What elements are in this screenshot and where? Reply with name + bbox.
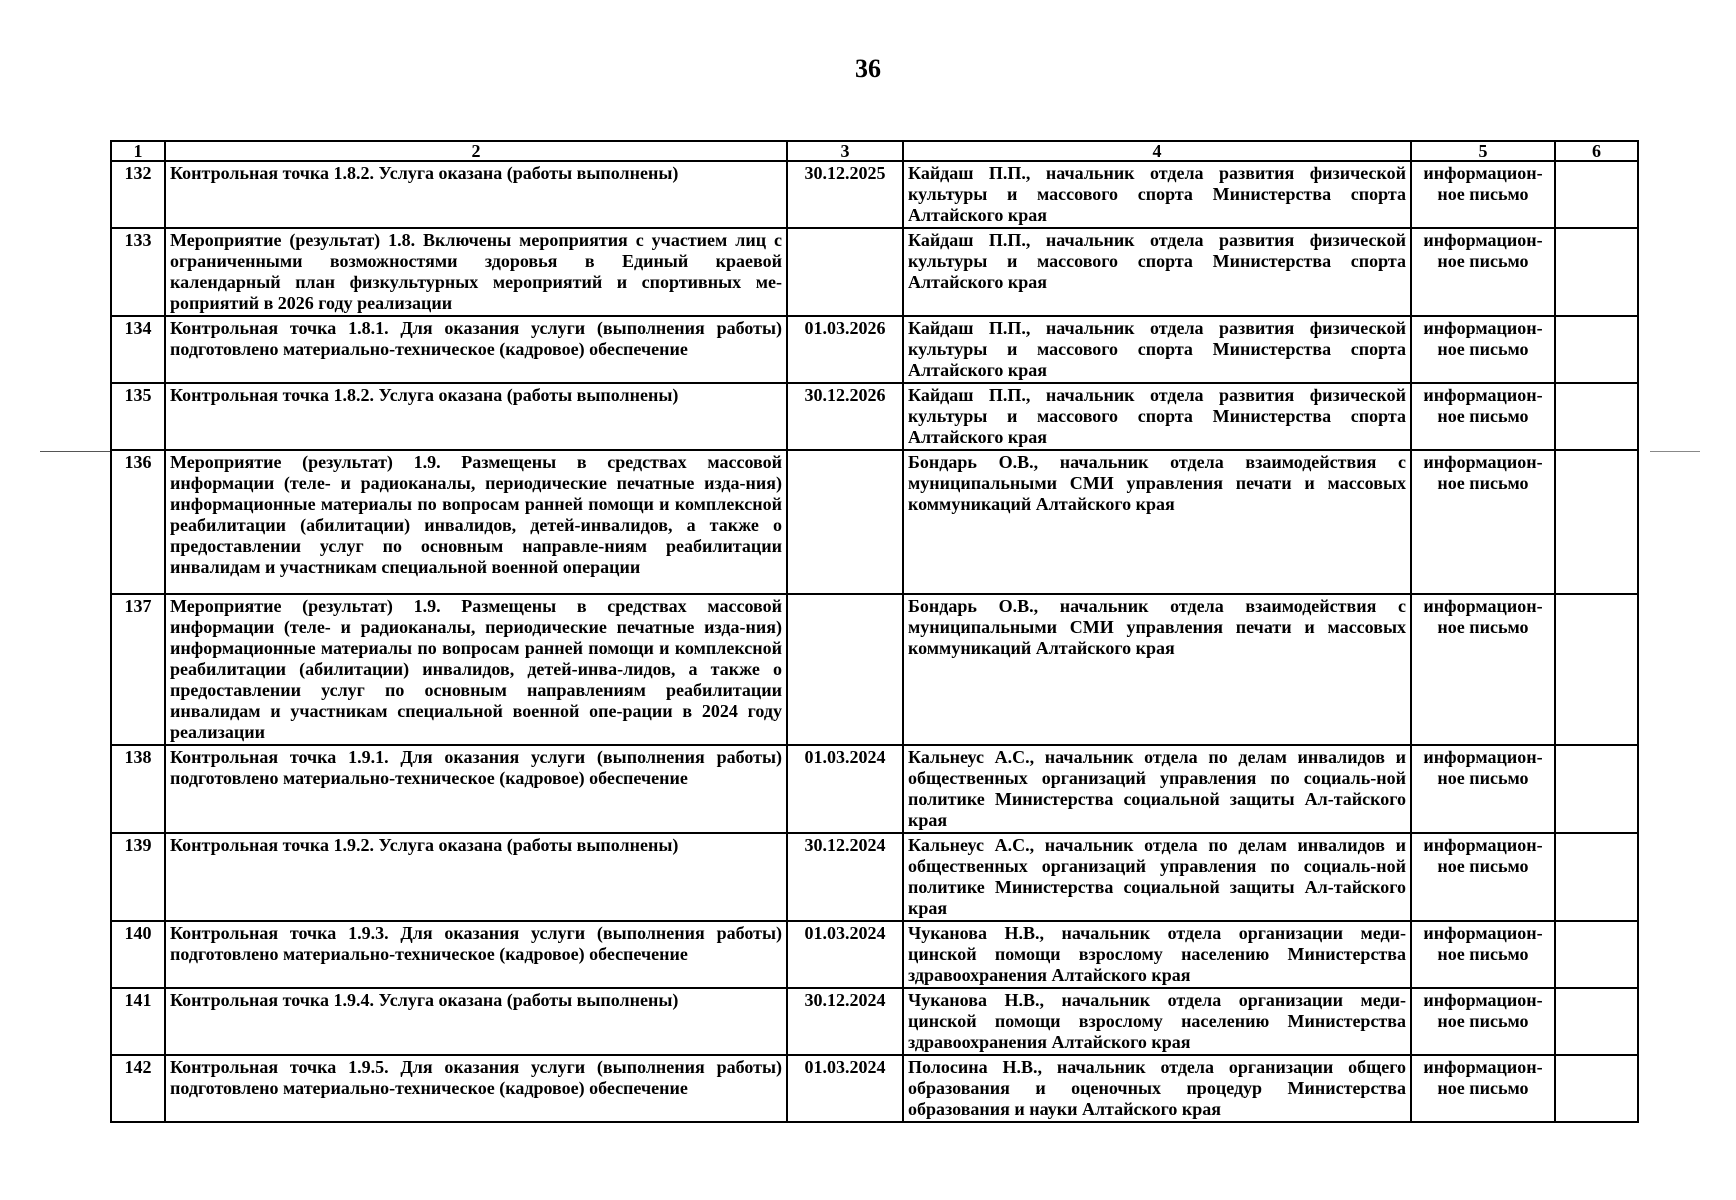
table-row bbox=[111, 1055, 1638, 1122]
column-number-header-row bbox=[111, 141, 1638, 161]
row-number: 141 bbox=[111, 988, 165, 1055]
row-number: 142 bbox=[111, 1055, 165, 1122]
row-activity: Контрольная точка 1.9.4. Услуга оказана (работы выполнены) bbox=[165, 988, 787, 1055]
row-responsible: Бондарь О.В., начальник отдела взаимодействия с муниципальными СМИ управления печати и массовых коммуникаций Алтайского края bbox=[903, 450, 1411, 594]
row-activity: Мероприятие (результат) 1.9. Размещены в средствах массовой информации (теле- и радиоканалы, периодические печатные изда-ния) информационные материалы по вопросам ранней помощи и комплексной реабилитации (абилитации) инвалидов, детей-инва-лидов, а также о предоставлении услуг по основным направлениям реабилитации инвалидам и участникам специальной военной опе-рации в 2024 году реализации bbox=[165, 594, 787, 745]
row-responsible: Кальнеус А.С., начальник отдела по делам инвалидов и общественных организаций управления по социаль-ной политике Министерства социальной защиты Ал-тайского края bbox=[903, 745, 1411, 833]
row-document-type: информацион-ное письмо bbox=[1411, 228, 1555, 316]
row-col6 bbox=[1555, 228, 1638, 316]
row-document-type: информацион-ное письмо bbox=[1411, 1055, 1555, 1122]
table-row bbox=[111, 228, 1638, 316]
row-responsible: Бондарь О.В., начальник отдела взаимодействия с муниципальными СМИ управления печати и массовых коммуникаций Алтайского края bbox=[903, 594, 1411, 745]
row-document-type: информацион-ное письмо bbox=[1411, 745, 1555, 833]
row-number: 137 bbox=[111, 594, 165, 745]
table-row bbox=[111, 988, 1638, 1055]
row-date: 01.03.2024 bbox=[787, 921, 903, 988]
row-responsible: Чуканова Н.В., начальник отдела организации меди-цинской помощи взрослому населению Министерства здравоохранения Алтайского края bbox=[903, 921, 1411, 988]
row-col6 bbox=[1555, 316, 1638, 383]
row-date bbox=[787, 594, 903, 745]
column-header: 6 bbox=[1555, 141, 1638, 161]
column-header: 3 bbox=[787, 141, 903, 161]
row-activity: Контрольная точка 1.9.2. Услуга оказана (работы выполнены) bbox=[165, 833, 787, 921]
scan-artifact-line bbox=[1650, 451, 1700, 452]
scan-artifact-line bbox=[40, 451, 112, 452]
row-document-type: информацион-ное письмо bbox=[1411, 450, 1555, 594]
row-date: 30.12.2026 bbox=[787, 383, 903, 450]
table-row bbox=[111, 161, 1638, 228]
row-date: 30.12.2024 bbox=[787, 833, 903, 921]
table-row bbox=[111, 921, 1638, 988]
row-document-type: информацион-ное письмо bbox=[1411, 316, 1555, 383]
table-row bbox=[111, 594, 1638, 745]
row-activity: Контрольная точка 1.8.2. Услуга оказана (работы выполнены) bbox=[165, 161, 787, 228]
column-header: 4 bbox=[903, 141, 1411, 161]
row-activity: Контрольная точка 1.9.3. Для оказания услуги (выполнения работы) подготовлено материально-техническое (кадровое) обеспечение bbox=[165, 921, 787, 988]
row-document-type: информацион-ное письмо bbox=[1411, 921, 1555, 988]
row-document-type: информацион-ное письмо bbox=[1411, 161, 1555, 228]
row-activity: Контрольная точка 1.9.1. Для оказания услуги (выполнения работы) подготовлено материально-техническое (кадровое) обеспечение bbox=[165, 745, 787, 833]
plan-table bbox=[110, 140, 1639, 1123]
row-col6 bbox=[1555, 988, 1638, 1055]
row-activity: Контрольная точка 1.8.1. Для оказания услуги (выполнения работы) подготовлено материально-техническое (кадровое) обеспечение bbox=[165, 316, 787, 383]
row-number: 139 bbox=[111, 833, 165, 921]
row-activity: Мероприятие (результат) 1.9. Размещены в средствах массовой информации (теле- и радиоканалы, периодические печатные изда-ния) информационные материалы по вопросам ранней помощи и комплексной реабилитации (абилитации) инвалидов, детей-инвалидов, а также о предоставлении услуг по основным направле-ниям реабилитации инвалидам и участникам специальной военной операции bbox=[165, 450, 787, 594]
row-responsible: Кальнеус А.С., начальник отдела по делам инвалидов и общественных организаций управления по социаль-ной политике Министерства социальной защиты Ал-тайского края bbox=[903, 833, 1411, 921]
row-activity: Контрольная точка 1.8.2. Услуга оказана (работы выполнены) bbox=[165, 383, 787, 450]
column-header: 2 bbox=[165, 141, 787, 161]
table-row bbox=[111, 745, 1638, 833]
page-number: 36 bbox=[855, 54, 881, 83]
row-col6 bbox=[1555, 833, 1638, 921]
row-col6 bbox=[1555, 921, 1638, 988]
row-date bbox=[787, 450, 903, 594]
row-col6 bbox=[1555, 745, 1638, 833]
row-col6 bbox=[1555, 450, 1638, 594]
row-number: 138 bbox=[111, 745, 165, 833]
column-header: 5 bbox=[1411, 141, 1555, 161]
row-responsible: Кайдаш П.П., начальник отдела развития физической культуры и массового спорта Министерства спорта Алтайского края bbox=[903, 161, 1411, 228]
table-row bbox=[111, 833, 1638, 921]
row-responsible: Кайдаш П.П., начальник отдела развития физической культуры и массового спорта Министерства спорта Алтайского края bbox=[903, 383, 1411, 450]
row-number: 140 bbox=[111, 921, 165, 988]
row-document-type: информацион-ное письмо bbox=[1411, 833, 1555, 921]
row-activity: Контрольная точка 1.9.5. Для оказания услуги (выполнения работы) подготовлено материально-техническое (кадровое) обеспечение bbox=[165, 1055, 787, 1122]
row-responsible: Полосина Н.В., начальник отдела организации общего образования и оценочных процедур Министерства образования и науки Алтайского края bbox=[903, 1055, 1411, 1122]
row-col6 bbox=[1555, 161, 1638, 228]
row-number: 132 bbox=[111, 161, 165, 228]
row-number: 134 bbox=[111, 316, 165, 383]
row-number: 135 bbox=[111, 383, 165, 450]
row-date: 30.12.2024 bbox=[787, 988, 903, 1055]
row-col6 bbox=[1555, 1055, 1638, 1122]
row-number: 133 bbox=[111, 228, 165, 316]
table-row bbox=[111, 450, 1638, 594]
row-number: 136 bbox=[111, 450, 165, 594]
table-row bbox=[111, 383, 1638, 450]
row-responsible: Кайдаш П.П., начальник отдела развития физической культуры и массового спорта Министерства спорта Алтайского края bbox=[903, 228, 1411, 316]
row-document-type: информацион-ное письмо bbox=[1411, 383, 1555, 450]
column-header: 1 bbox=[111, 141, 165, 161]
row-responsible: Кайдаш П.П., начальник отдела развития физической культуры и массового спорта Министерства спорта Алтайского края bbox=[903, 316, 1411, 383]
row-document-type: информацион-ное письмо bbox=[1411, 594, 1555, 745]
row-col6 bbox=[1555, 594, 1638, 745]
row-date: 01.03.2026 bbox=[787, 316, 903, 383]
row-date: 01.03.2024 bbox=[787, 1055, 903, 1122]
row-col6 bbox=[1555, 383, 1638, 450]
row-responsible: Чуканова Н.В., начальник отдела организации меди-цинской помощи взрослому населению Министерства здравоохранения Алтайского края bbox=[903, 988, 1411, 1055]
row-document-type: информацион-ное письмо bbox=[1411, 988, 1555, 1055]
row-date: 30.12.2025 bbox=[787, 161, 903, 228]
row-date: 01.03.2024 bbox=[787, 745, 903, 833]
table-row bbox=[111, 316, 1638, 383]
row-date bbox=[787, 228, 903, 316]
row-activity: Мероприятие (результат) 1.8. Включены мероприятия с участием лиц с ограниченными возможностями здоровья в Единый краевой календарный план физкультурных мероприятий и спортивных ме-роприятий в 2026 году реализации bbox=[165, 228, 787, 316]
